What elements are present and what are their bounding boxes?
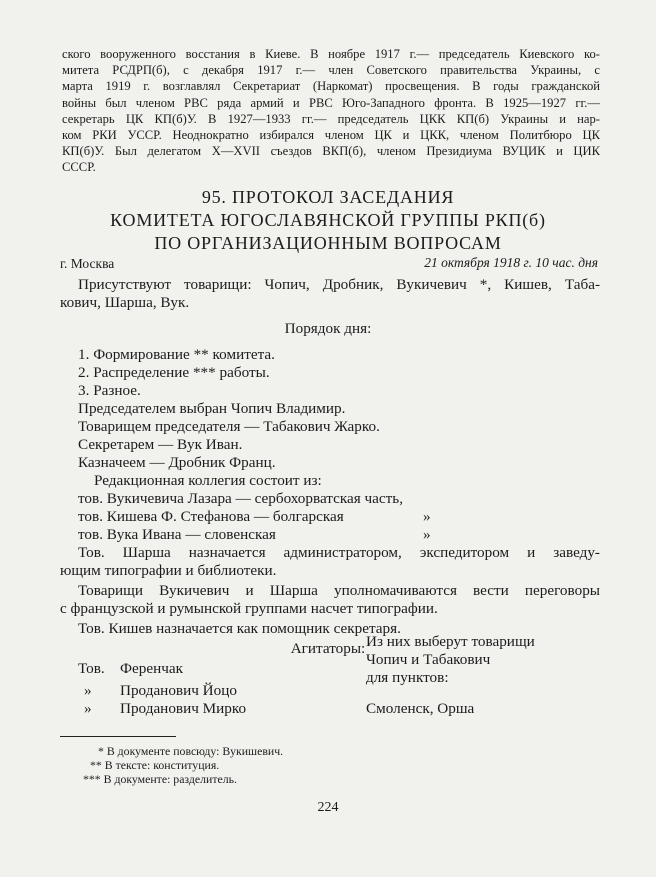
agitators-note: Чопич и Табакович bbox=[366, 651, 491, 668]
place: г. Москва bbox=[60, 256, 115, 271]
agitators-note: Из них выберут товарищи bbox=[366, 633, 535, 650]
agenda-item: 3. Разное. bbox=[78, 382, 141, 399]
editorial-member: тов. Вука Ивана — словенская bbox=[78, 526, 276, 543]
document-title-line-3: ПО ОРГАНИЗАЦИОННЫМ ВОПРОСАМ bbox=[154, 233, 502, 253]
agitator-name: Проданович Мирко bbox=[120, 700, 247, 717]
present-line: Присутствуют товарищи: Чопич, Дробник, Вукичевич *, Кишев, Таба- bbox=[78, 276, 600, 293]
intro-line: ского вооруженного восстания в Киеве. В ноябре 1917 г.— председатель Киевского ко- bbox=[62, 47, 600, 61]
footnote: *** В документе: разделитель. bbox=[83, 772, 237, 786]
agenda-item: 2. Распределение *** работы. bbox=[78, 364, 270, 381]
agitators-title: Агитаторы: bbox=[290, 640, 366, 657]
agitator-name: Ференчак bbox=[120, 660, 183, 677]
agenda-item: 1. Формирование ** комитета. bbox=[78, 346, 275, 363]
appointment-line: Казначеем — Дробник Франц. bbox=[78, 454, 276, 471]
agitators-note: для пунктов: bbox=[366, 669, 449, 686]
intro-paragraph bbox=[62, 46, 600, 176]
footnote: * В документе повсюду: Вукишевич. bbox=[98, 744, 284, 758]
agitator-name: Проданович Йоцо bbox=[120, 682, 237, 699]
intro-line: войны был членом РВС ряда армий и РВС Юго-Западного фронта. В 1925—1927 гг.— bbox=[62, 95, 600, 110]
date: 21 октября 1918 г. 10 час. дня bbox=[424, 255, 598, 270]
ditto-mark: » bbox=[423, 526, 431, 543]
present-line: кович, Шарша, Вук. bbox=[60, 294, 190, 311]
sharsha-line: Тов. Шарша назначается администратором, экспедитором и заведу- bbox=[78, 544, 600, 561]
agitators-cities: Смоленск, Орша bbox=[366, 700, 475, 717]
appointment-line: Товарищем председателя — Табакович Жарко. bbox=[78, 418, 380, 435]
negotiation-line: с французской и румынской группами насчет типографии. bbox=[60, 600, 438, 617]
intro-line: митета РСДРП(б), с декабря 1917 г.— член Советского правительства Украины, с bbox=[62, 63, 600, 78]
document-title-line-1: 95. ПРОТОКОЛ ЗАСЕДАНИЯ bbox=[201, 187, 455, 207]
negotiation-line: Товарищи Вукичевич и Шарша уполномачиваются вести переговоры bbox=[78, 582, 600, 599]
ditto-mark: » bbox=[423, 508, 431, 525]
intro-line: марта 1919 г. возглавлял Секретариат (Наркомат) просвещения. В годы гражданской bbox=[62, 79, 600, 94]
agitator-prefix: » bbox=[84, 682, 92, 699]
intro-line: ком РКИ УССР. Неоднократно избирался членом ЦК и ЦКК, членом Политбюро ЦК bbox=[62, 128, 600, 143]
document-title-line-2: КОМИТЕТА ЮГОСЛАВЯНСКОЙ ГРУППЫ РКП(б) bbox=[110, 210, 546, 230]
appointment-line: Секретарем — Вук Иван. bbox=[78, 436, 243, 453]
footnote-divider bbox=[60, 736, 176, 737]
appointment-line: Председателем выбран Чопич Владимир. bbox=[78, 400, 346, 417]
page-number: 224 bbox=[317, 800, 339, 815]
intro-line: секретарь ЦК КП(б)У. В 1927—1933 гг.— председатель ЦКК КП(б) Украины и нар- bbox=[62, 111, 600, 126]
editorial-member: тов. Кишева Ф. Стефанова — болгарская bbox=[78, 508, 344, 525]
agitator-prefix: » bbox=[84, 700, 92, 717]
footnote: ** В тексте: конституция. bbox=[90, 758, 220, 772]
editorial-member: тов. Вукичевича Лазара — сербохорватская часть, bbox=[78, 490, 404, 507]
intro-line: КП(б)У. Был делегатом X—XVII съездов ВКП(б), членом Президиума ВУЦИК и ЦИК bbox=[62, 144, 600, 159]
agenda-title: Порядок дня: bbox=[284, 320, 372, 337]
kishev-line: Тов. Кишев назначается как помощник секретаря. bbox=[78, 620, 401, 637]
appointment-line: Редакционная коллегия состоит из: bbox=[94, 472, 322, 489]
agitator-prefix: Тов. bbox=[78, 660, 105, 677]
sharsha-line: ющим типографии и библиотеки. bbox=[60, 562, 277, 579]
intro-line: СССР. bbox=[62, 160, 96, 175]
